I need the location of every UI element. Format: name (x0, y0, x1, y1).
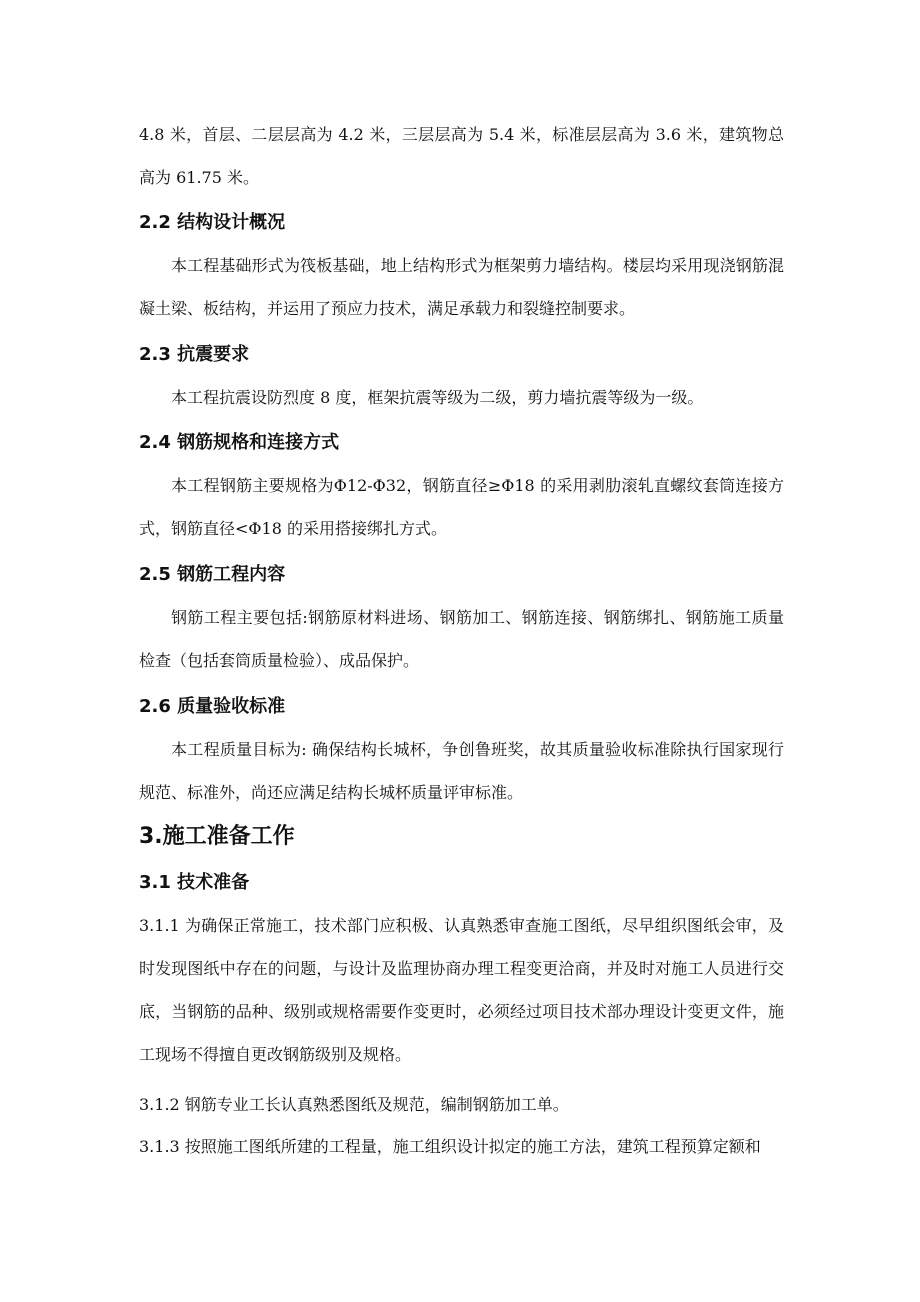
section-2-4-body: 本工程钢筋主要规格为Φ12-Φ32，钢筋直径≥Φ18 的采用剥肋滚轧直螺纹套筒连接方式，钢筋直径<Φ18 的采用搭接绑扎方式。 (139, 476, 784, 538)
paragraph-3-1-3: 3.1.3 按照施工图纸所建的工程量，施工组织设计拟定的施工方法，建筑工程预算定额和 (139, 1137, 761, 1156)
section-2-5-heading: 2.5 钢筋工程内容 (139, 564, 286, 585)
section-3-1-heading: 3.1 技术准备 (139, 872, 250, 893)
section-2-4-heading: 2.4 钢筋规格和连接方式 (139, 432, 340, 453)
continuation-paragraph: 4.8 米，首层、二层层高为 4.2 米，三层层高为 5.4 米，标准层层高为 3.6 米，建筑物总高为 61.75 米。 (139, 125, 784, 187)
paragraph-3-1-1: 3.1.1 为确保正常施工，技术部门应积极、认真熟悉审查施工图纸，尽早组织图纸会审，及时发现图纸中存在的问题，与设计及监理协商办理工程变更洽商，并及时对施工人员进行交底，当钢筋的品种、级别或规格需要作变更时，必须经过项目技术部办理设计变更文件，施工现场不得擅自更改钢筋级别及规格。 (139, 916, 784, 1064)
paragraph-3-1-2: 3.1.2 钢筋专业工长认真熟悉图纸及规范，编制钢筋加工单。 (139, 1095, 569, 1114)
section-2-2-body: 本工程基础形式为筏板基础，地上结构形式为框架剪力墙结构。楼层均采用现浇钢筋混凝土梁、板结构，并运用了预应力技术，满足承载力和裂缝控制要求。 (139, 256, 784, 318)
section-2-6-body: 本工程质量目标为: 确保结构长城杯，争创鲁班奖，故其质量验收标准除执行国家现行规范、标准外，尚还应满足结构长城杯质量评审标准。 (139, 740, 784, 802)
chapter-3-heading: 3.施工准备工作 (139, 824, 295, 849)
section-2-3-heading: 2.3 抗震要求 (139, 344, 250, 365)
section-2-5-body: 钢筋工程主要包括:钢筋原材料进场、钢筋加工、钢筋连接、钢筋绑扎、钢筋施工质量检查（包括套筒质量检验）、成品保护。 (139, 608, 784, 670)
section-2-3-body: 本工程抗震设防烈度 8 度，框架抗震等级为二级，剪力墙抗震等级为一级。 (171, 388, 704, 407)
section-2-2-heading: 2.2 结构设计概况 (139, 212, 286, 233)
section-2-6-heading: 2.6 质量验收标准 (139, 696, 286, 717)
